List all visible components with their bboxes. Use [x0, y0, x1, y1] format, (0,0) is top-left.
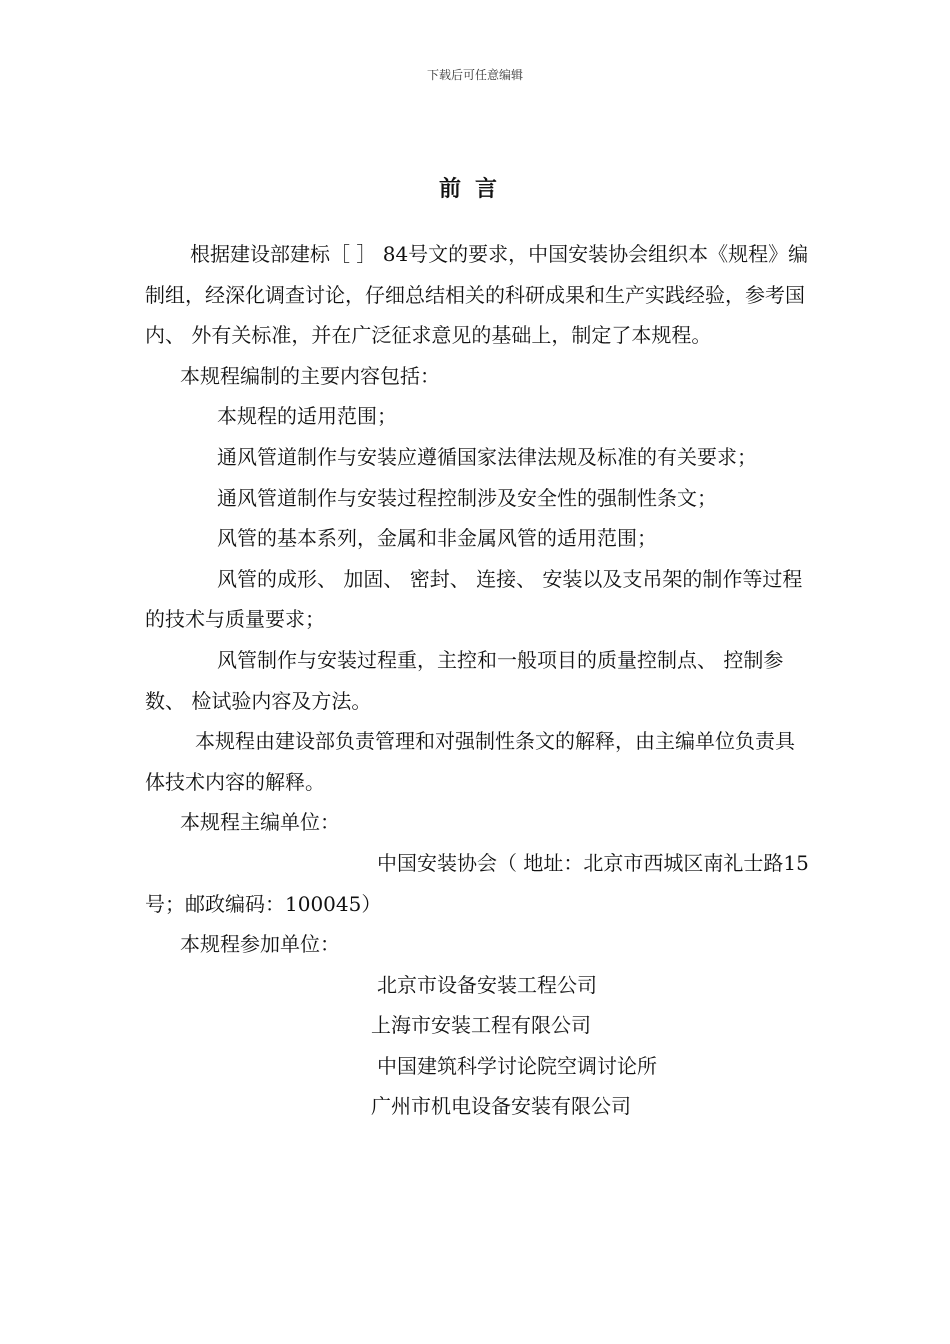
document-body [145, 234, 810, 1127]
list-item-laws: 通风管道制作与安装应遵循国家法律法规及标准的有关要求； [217, 444, 757, 469]
paragraph-management: 本规程由建设部负责管理和对强制性条文的解释，由主编单位负责具体技术内容的解释。 [145, 729, 795, 794]
list-item-quality: 风管制作与安装过程重，主控和一般项目的质量控制点、 控制参数、 检试验内容及方法。 [145, 647, 784, 713]
paragraph-contents-heading: 本规程编制的主要内容包括： [180, 363, 440, 388]
list-item-process: 风管的成形、 加固、 密封、 连接、 安装以及支吊架的制作等过程的技术与质量要求； [145, 566, 803, 632]
paragraph-chief-unit-heading: 本规程主编单位： [180, 810, 340, 835]
page-title: 前言 [438, 176, 511, 202]
header-note: 下载后可任意编辑 [426, 68, 523, 82]
paragraph-intro: 根据建设部建标［ ］ 84号文的要求，中国安装协会组织本《规程》编制组，经深化调查讨论，仔细总结相关的科研成果和生产实践经验，参考国内、 外有关标准，并在广泛征求意见的基础上，制定了本规程。 [145, 242, 809, 348]
participating-unit: 上海市安装工程有限公司 [371, 1013, 591, 1038]
participating-unit: 广州市机电设备安装有限公司 [371, 1094, 631, 1119]
paragraph-chief-unit: 中国安装协会（ 地址：北京市西城区南礼士路15号；邮政编码：100045） [145, 850, 809, 916]
paragraph-participating-heading: 本规程参加单位： [180, 932, 340, 957]
participating-unit: 北京市设备安装工程公司 [377, 972, 597, 997]
list-item-scope: 本规程的适用范围； [217, 404, 397, 429]
list-item-series: 风管的基本系列，金属和非金属风管的适用范围； [217, 526, 657, 551]
list-item-mandatory: 通风管道制作与安装过程控制涉及安全性的强制性条文； [217, 485, 717, 510]
participating-unit: 中国建筑科学讨论院空调讨论所 [377, 1053, 657, 1078]
